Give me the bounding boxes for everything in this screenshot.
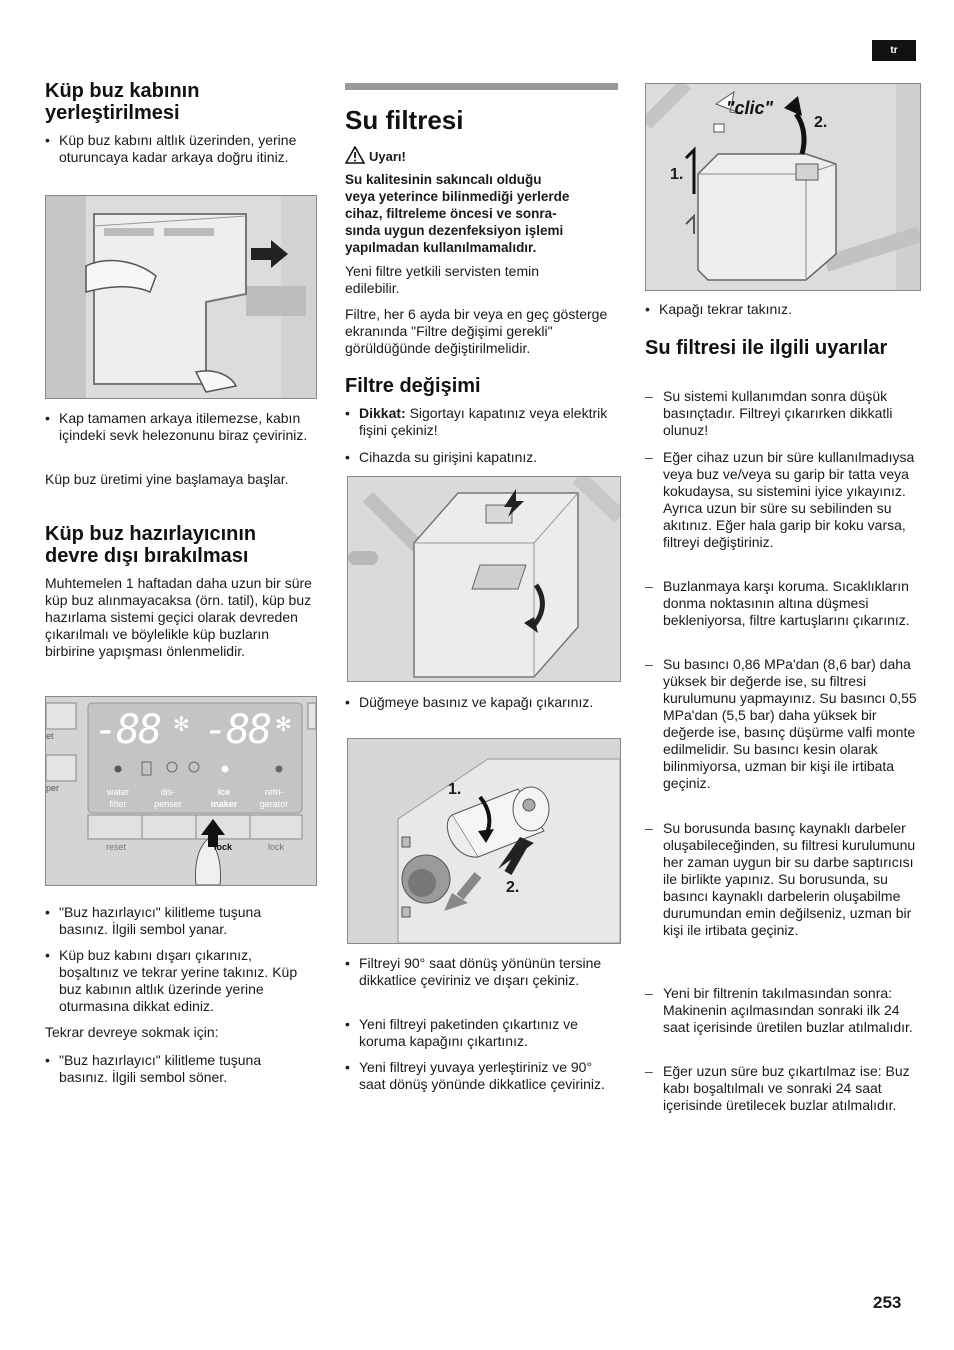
figure-reattach-cover	[645, 83, 921, 291]
label-refrigerator-line2: gerator	[259, 799, 289, 809]
warning-text-line2: veya yeterince bilinmediği yerlerde	[345, 189, 570, 204]
display-fridge-digits: -88	[204, 707, 271, 753]
label-dispenser-line2: penser	[154, 799, 182, 809]
display-freezer-digits: -88	[94, 707, 161, 753]
bullet-push-tray: • Küp buz kabını altlık üzerinden, yerine oturuncaya kadar arkaya doğru itiniz.	[45, 132, 311, 166]
note-water-hammer: – Su borusunda basınç kaynaklı darbeler oluşabileceğinden, su filtresi kurulumunu her zaman uygun bir su darbe saptırıcısı ile birlikte yapınız. Su borusunda, su basıncı kaynaklı darbelerin oluşabilme durumundan emin değilseniz, uzman bir kişi ile irtibata geçiniz.	[645, 820, 919, 939]
bullet-reattach-cover: • Kapağı tekrar takınız.	[645, 301, 919, 318]
paragraph-reactivate: Tekrar devreye sokmak için:	[45, 1024, 219, 1040]
warning-text-line3: cihaz, filtreleme öncesi ve sonra-	[345, 206, 557, 221]
note-low-pressure: – Su sistemi kullanımdan sonra düşük basınçtadır. Filtreyi çıkarırken dikkatli olunuz!	[645, 388, 919, 439]
paragraph-filter-service: Yeni filtre yetkili servisten temin edilebilir.	[345, 263, 540, 296]
label-reset: reset	[106, 842, 127, 852]
paragraph-filter-interval: Filtre, her 6 ayda bir veya en geç gösterge ekranında "Filtre değişimi gerekli" görüldüğünde değiştirilmelidir.	[345, 306, 608, 356]
figure-filter-cover	[347, 476, 621, 682]
label-water-filter-line2: filter	[109, 799, 127, 809]
bullet-press-lock: • "Buz hazırlayıcı" kilitleme tuşuna basınız. İlgili sembol yanar.	[45, 904, 311, 938]
bullet-insert-filter: • Yeni filtreyi yuvaya yerleştiriniz ve 90° saat dönüş yönünde dikkatlice çeviriniz.	[345, 1059, 617, 1093]
figure-clic-label: "clic"	[726, 98, 774, 118]
label-lock: lock	[268, 842, 285, 852]
warning-title	[345, 146, 406, 164]
warning-text-line4: sında uygun dezenfeksiyon işlemi	[345, 223, 564, 238]
paragraph-disable-icemaker: Muhtemelen 1 haftadan daha uzun bir süre küp buz alınmayacaksa (örn. tatil), küp buz hazırlama sistemi geçici olarak devreden çıkarılmalı ve böylelikle küp buzların birbirine yapışması önlenmelidir.	[45, 575, 312, 659]
bullet-press-button: • Düğmeye basınız ve kapağı çıkarınız.	[345, 694, 613, 711]
warning-triangle-icon	[345, 146, 365, 164]
bullet-empty-tray: • Küp buz kabını dışarı çıkarınız, boşaltınız ve tekrar yerine takınız. Küp buz kabının altlık üzerinde yerine oturmasına dikkat ediniz.	[45, 947, 311, 1015]
caution-label: Dikkat:	[359, 405, 406, 421]
warning-text-line5: yapılmadan kullanılmamalıdır.	[345, 240, 537, 255]
figure-step-1-label: 1.	[448, 781, 462, 798]
heading-filter-change: Filtre değişimi	[345, 375, 481, 397]
warning-text-line1: Su kalitesinin sakıncalı olduğu	[345, 172, 542, 187]
bullet-close-water: • Cihazda su girişini kapatınız.	[345, 449, 613, 466]
figure-step-2-label: 2.	[506, 879, 520, 896]
heading-ice-tray: Küp buz kabının yerleştirilmesi	[45, 80, 200, 124]
heading-water-filter: Su filtresi	[345, 105, 464, 135]
label-refrigerator-line1: refri-	[264, 787, 284, 797]
bullet-remove-filter: • Filtreyi 90° saat dönüş yönünün tersine dikkatlice çeviriniz ve dışarı çekiniz.	[345, 955, 617, 989]
side-label-per: per	[46, 783, 60, 793]
bullet-press-lock-again: • "Buz hazırlayıcı" kilitleme tuşuna basınız. İlgili sembol söner.	[45, 1052, 311, 1086]
bullet-caution-power	[345, 405, 613, 439]
warning-text	[345, 171, 620, 256]
note-long-unused: – Eğer uzun süre buz çıkartılmaz ise: Buz kabı boşaltılmalı ve sonraki 24 saat içerisinde üretilecek buzlar atılmalıdır.	[645, 1063, 919, 1114]
figure-step-2-label: 2.	[814, 114, 828, 131]
caution-text: Sigortayı kapatınız veya elektrik fişini çekiniz!	[359, 405, 608, 438]
svg-text:✻: ✻	[275, 714, 292, 736]
label-ice-maker	[202, 786, 246, 810]
note-flush-system: – Eğer cihaz uzun bir süre kullanılmadıysa veya buz ve/veya su garip bir tatta veya kokudaysa, su sistemini iyice yıkayınız. Ayrıca uzun bir süre su sebilinden su akıtınız. Eğer hala garip bir koku varsa, filtreyi değiştiriniz.	[645, 449, 919, 551]
label-water-filter-line1: water	[106, 787, 129, 797]
label-ice-maker-line1: ice	[217, 787, 231, 797]
svg-text:✻: ✻	[173, 714, 190, 736]
heading-filter-notes: Su filtresi ile ilgili uyarılar	[645, 337, 888, 359]
label-dispenser	[146, 786, 190, 810]
paragraph-ice-production: Küp buz üretimi yine başlamaya başlar.	[45, 471, 289, 487]
figure-step-1-label: 1.	[670, 166, 684, 183]
label-refrigerator	[252, 786, 296, 810]
label-water-filter	[96, 786, 140, 810]
heading-disable-icemaker: Küp buz hazırlayıcının devre dışı bırakılması	[45, 523, 257, 567]
label-lock-pressed: lock	[214, 842, 233, 852]
note-water-pressure: – Su basıncı 0,86 MPa'dan (8,6 bar) daha yüksek bir değerde ise, su filtresi kurulumunu yapmayınız. Su basıncı 0,55 MPa'dan (5,5 bar) daha yüksek bir değerde ise, basınç düşürme valfi monte edilmelidir. Su basıncı kesin olarak bilinmiyorsa, uzman bir kişi ile irtibata geçiniz.	[645, 656, 919, 792]
label-dispenser-line1: dis-	[160, 787, 176, 797]
figure-control-panel	[45, 696, 317, 886]
note-frost-protection: – Buzlanmaya karşı koruma. Sıcaklıkların donma noktasının altına düşmesi bekleniyorsa, filtre kartuşlarını çıkarınız.	[645, 578, 919, 629]
language-tab: tr	[872, 40, 916, 61]
note-discard-ice: – Yeni bir filtrenin takılmasından sonra: Makinenin açılmasından sonraki ilk 24 saat içerisinde üretilen buzlar atılmalıdır.	[645, 985, 919, 1036]
figure-filter-cartridge	[347, 738, 621, 944]
warning-label: Uyarı!	[369, 149, 406, 164]
figure-ice-tray	[45, 195, 317, 399]
bullet-unpack-filter: • Yeni filtreyi paketinden çıkartınız ve koruma kapağını çıkartınız.	[345, 1016, 617, 1050]
label-ice-maker-line2: maker	[210, 799, 238, 809]
section-rule	[345, 83, 618, 90]
bullet-rotate-auger: • Kap tamamen arkaya itilemezse, kabın içindeki sevk helezonunu biraz çeviriniz.	[45, 410, 311, 444]
page-number: 253	[873, 1293, 902, 1312]
side-label-et: et	[46, 731, 54, 741]
